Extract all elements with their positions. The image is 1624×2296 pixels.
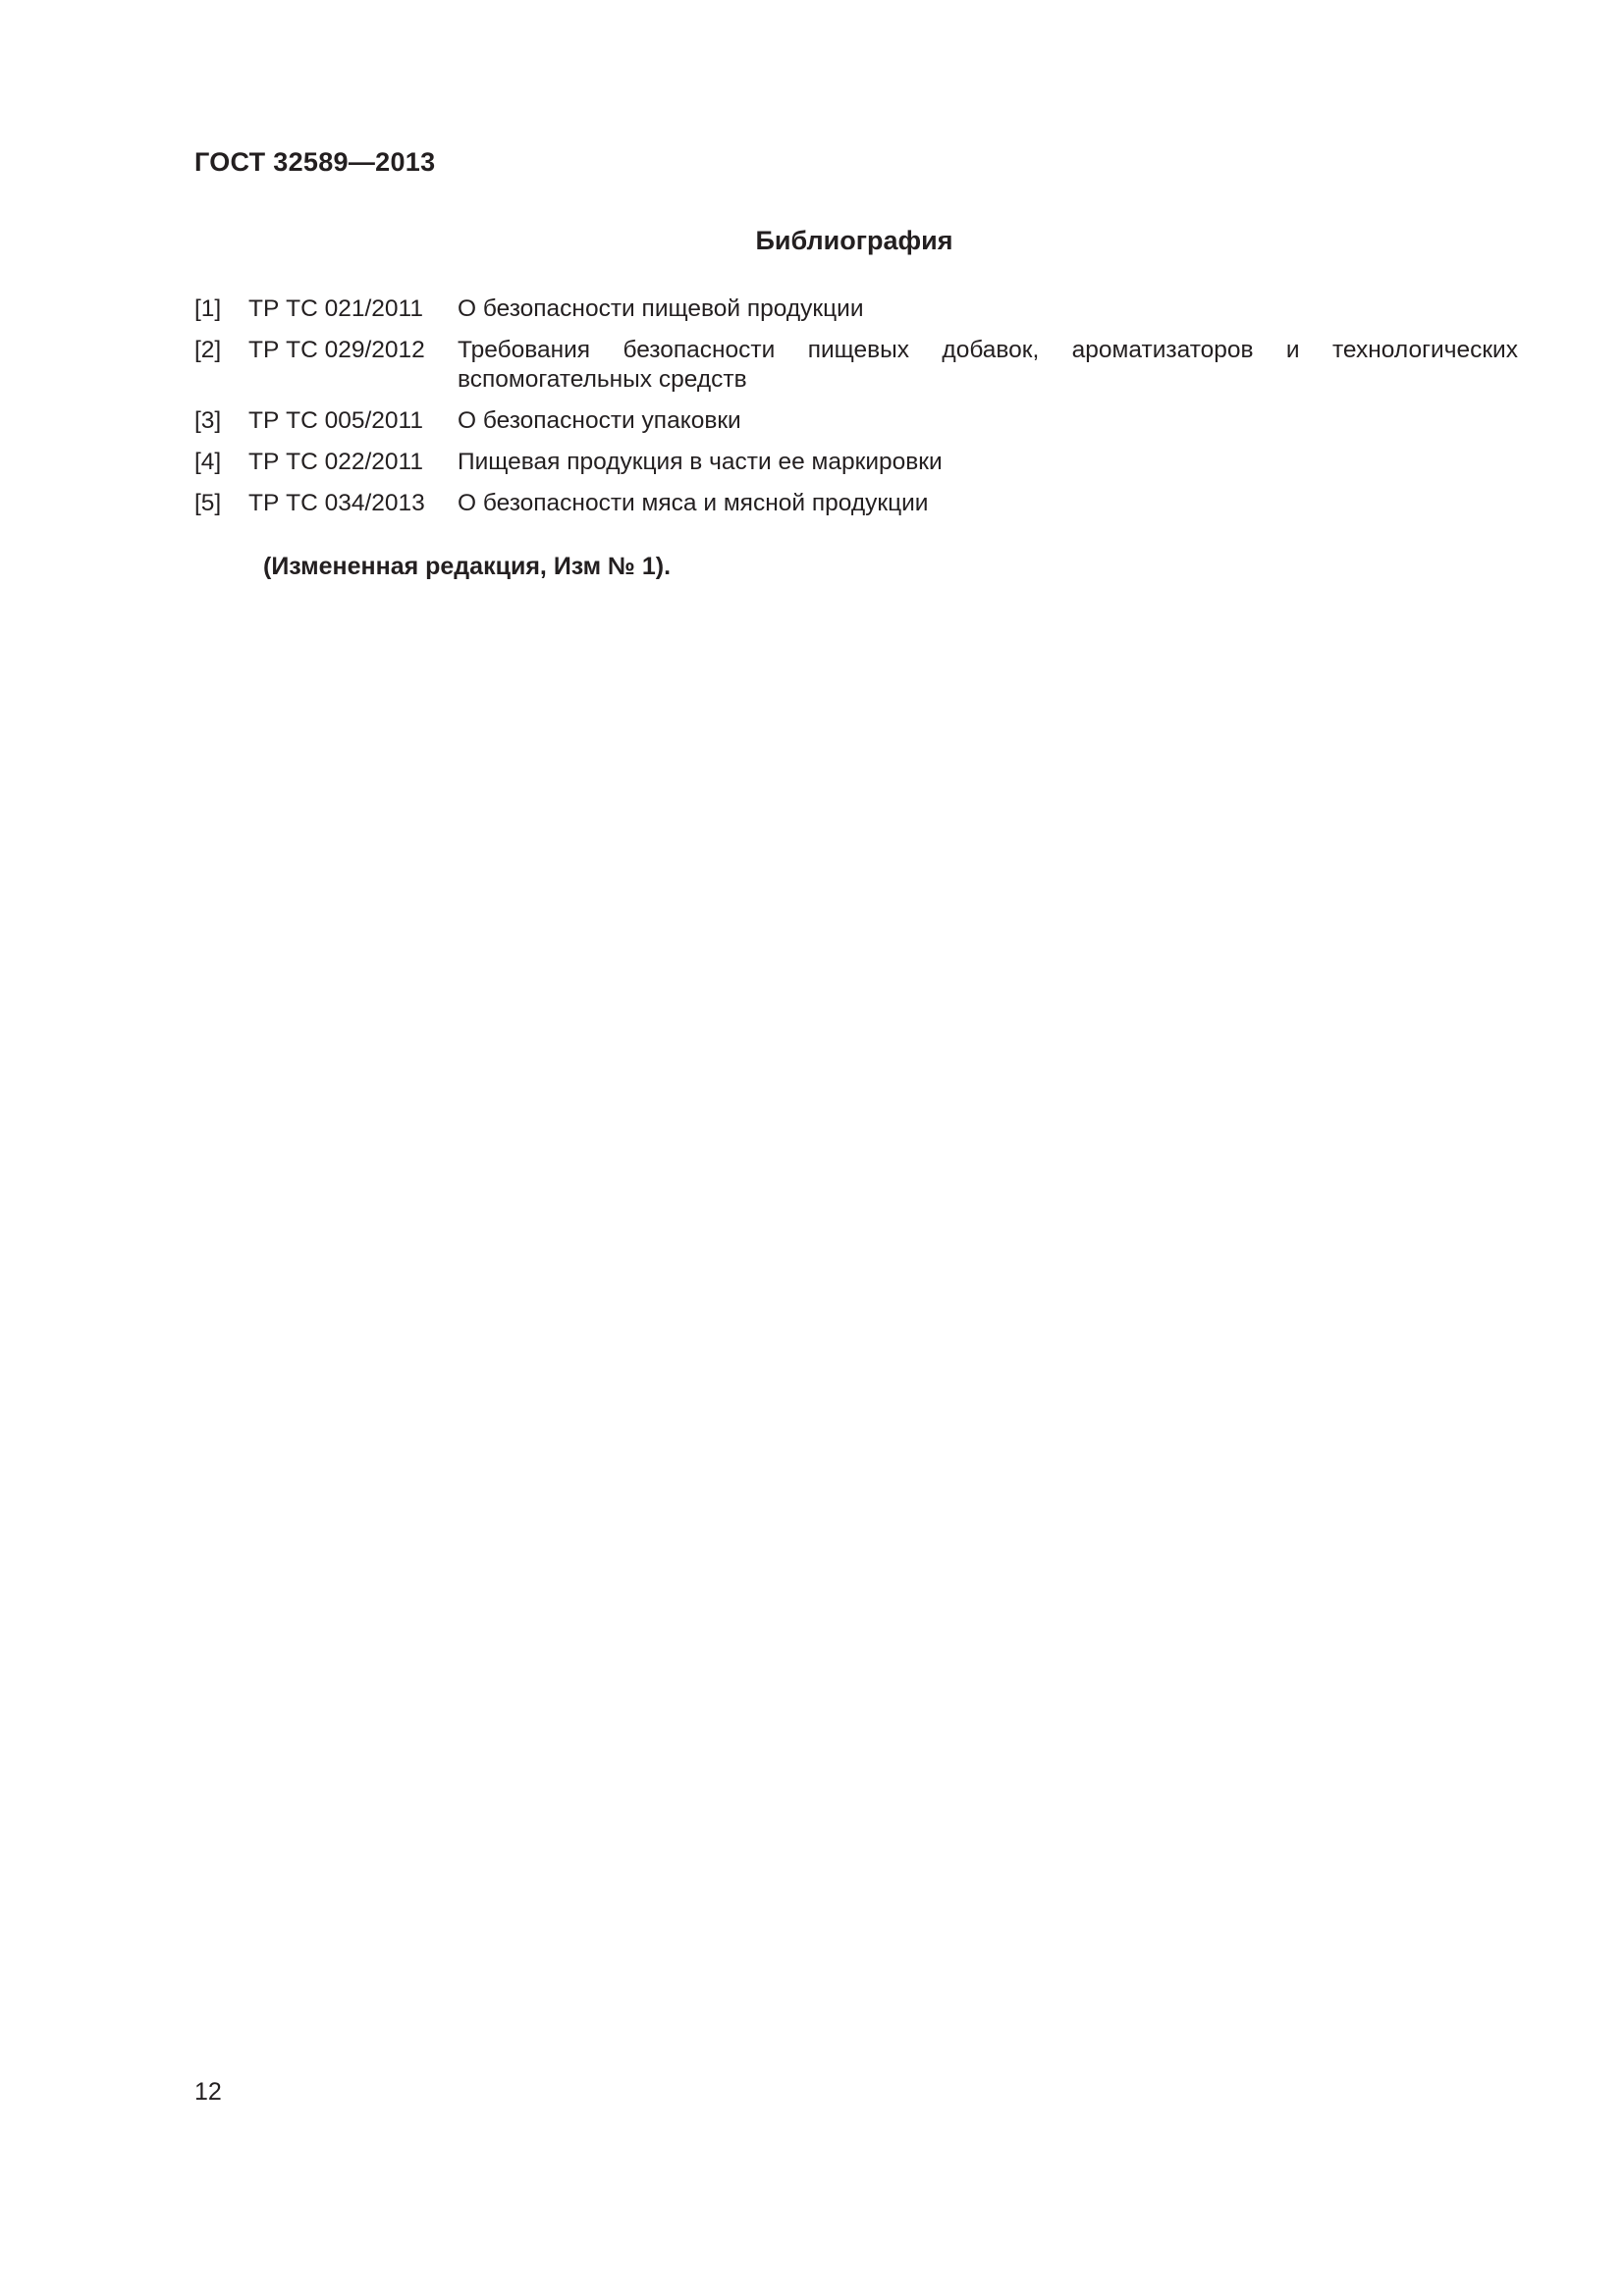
entry-title: О безопасности мяса и мясной продукции: [458, 490, 929, 516]
entry-regulation-code: ТР ТС 005/2011: [248, 407, 423, 434]
bibliography-list: [194, 294, 1518, 530]
entry-title: О безопасности упаковки: [458, 407, 741, 434]
standard-designation: ГОСТ 32589—2013: [194, 147, 436, 177]
entry-number: [4]: [194, 449, 222, 475]
entry-regulation-code: ТР ТС 021/2011: [248, 295, 423, 322]
entry-regulation-code: ТР ТС 034/2013: [248, 490, 425, 516]
bibliography-entry: [194, 406, 1518, 436]
bibliography-entry: [194, 294, 1518, 324]
bibliography-entry: [194, 336, 1518, 395]
entry-regulation-code: ТР ТС 029/2012: [248, 337, 425, 363]
bibliography-entry: [194, 448, 1518, 477]
entry-number: [3]: [194, 407, 222, 434]
entry-title: О безопасности пищевой продукции: [458, 295, 864, 322]
bibliography-entry: [194, 489, 1518, 518]
page-number: 12: [194, 2078, 222, 2106]
entry-title: Требования безопасности пищевых добавок, ароматизаторов и технологических вспомогательных средств: [458, 337, 1518, 393]
entry-title: Пищевая продукция в части ее маркировки: [458, 449, 943, 475]
amendment-note: (Измененная редакция, Изм № 1).: [263, 553, 672, 580]
entry-number: [2]: [194, 337, 222, 363]
entry-regulation-code: ТР ТС 022/2011: [248, 449, 423, 475]
entry-number: [5]: [194, 490, 222, 516]
entry-number: [1]: [194, 295, 222, 322]
bibliography-title: Библиография: [755, 226, 953, 255]
